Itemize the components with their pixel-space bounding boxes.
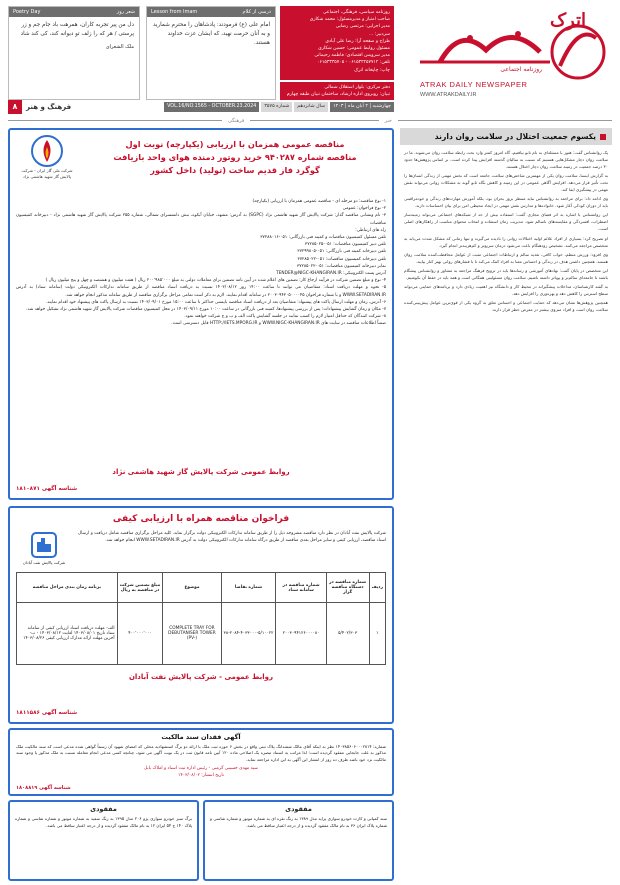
logo-subtitle: روزنامه اجتماعی	[500, 66, 542, 73]
table-cell: ۲۰۰۳۰۹۴۱۲۶۰۰۰۰۸۰	[276, 603, 326, 665]
article-title: یکسوم جمعیت اختلال در سلامت روان دارند	[434, 132, 596, 141]
abadan-logo-caption: شرکت پالایش نفت آبادان	[22, 560, 66, 565]
refinery-logo-icon	[29, 530, 59, 560]
ad1-signature: روابط عمومی شرکت پالایش گاز شهید هاشمی نژاد	[112, 468, 290, 476]
lost-body: برگ سبز خودرو سواری پژو ۲۰۶ مدل ۱۳۹۵ به رنگ سفید به شماره موتور و شماره شاسی و شماره پلاک ۱۴۰ ج ۵۴ ایران ۱۲ به نام مالک مفقود گردیده و از درجه اعتبار ساقط می باشد.	[15, 816, 192, 828]
ad1-line: تلفن دبیر کمیسیون مناقصات: ۰۵۱-۳۷۲۸۵۰۲۵	[304, 242, 386, 248]
ad1-title-line: گوگرد فاز قدیم ساخت (تولید) داخل کشور	[150, 165, 320, 175]
article-paragraph: به گفته کارشناسان، مداخلات پیشگیرانه در محیط کار و دانشگاه نیز اهمیت زیادی دارد و برنامه‌های حمایتی می‌تواند سطح استرس را کاهش دهد و بهره‌وری را افزایش دهد.	[404, 283, 608, 296]
lesson-header	[147, 7, 275, 17]
article-paragraph: او تصریح کرد: بسیاری از افراد علائم اولیه اختلالات روانی را نادیده می‌گیرند و تنها زمانی که مشکل شدت می‌یابد به متخصص مراجعه می‌کنند. تشخیص زودهنگام باعث می‌شود درمان سریع‌تر و کم‌هزینه‌تر انجام گیرد.	[404, 235, 608, 248]
ad1-line: ۵- نحوه و مهلت دریافت اسناد: متقاضیان می توانند تا ساعت ۱۴:۰۰ روز ۱۴۰۳/۰۸/۱۲ نسبت به دریافت اسناد مناقصه از طریق سامانه تدارکات الکترونیکی دولت (سامانه ستاد) به آدرس WWW.SETADIRAN.IR و با شماره فراخوان ۲۰۰۳۰۹۴۲۰۵۰۰۰۰۴۵ در سامانه اقدام نمایند. لازم به ذکر است تمامی مراحل برگزاری مناقصه از طریق سامانه مذکور انجام خواهد شد.	[16, 285, 386, 298]
ad1-header	[16, 134, 386, 198]
info-line: طراح و صفحه آرا: رضا علی آبادی	[325, 38, 390, 44]
gas-company-logo	[16, 134, 78, 198]
info-line: روزنامه سیاسی، فرهنگی، اجتماعی	[323, 10, 390, 15]
ad1-line: تلفن مسئول کمیسیون مناقصات و کمیته فنی بازرگانی: ۰۵۱-۳۷۲۸۸۰۱۶	[260, 235, 386, 241]
article-paragraph: یک روانشناس گفت: هنوز با مسئله‌ای به نام تابو نیافتیم، گاه امروز کمتر وارد بحث رابطه سلامت روان می‌شوند. ما در سلامت روان دچار مشکل‌هایی هستیم که نسبت به سالیان گذشته افزایش پیدا کرده است. بر اساس پژوهش‌ها حدود ۳۰ درصد جمعیت در زمینه سلامت روان دچار اختلال هستند.	[404, 150, 608, 170]
poetry-of-day-box	[8, 6, 140, 100]
ad1-body	[16, 198, 386, 328]
info-line: مسئول روابط عمومی: حسین شکاری	[318, 46, 390, 52]
table-cell: COMPLETE TRAY FOR DEBUTANISER TOWER (PV-)	[163, 603, 221, 665]
ad2-intro	[16, 530, 386, 566]
table-row	[17, 603, 386, 665]
divider-line	[8, 120, 222, 121]
section-divider	[8, 116, 612, 125]
office-line: تبیان: روبروی اداره ارشاد، ساختمان تبیان طبقه چهارم	[286, 92, 390, 97]
page-number: ۸	[8, 100, 22, 114]
ad1-title-line: مناقصه عمومی همزمان با ارزیابی (یکپارچه) نوبت اول	[125, 139, 345, 149]
ad1-line: ۴- نوع و مبلغ تضمین شرکت در فرآیند ارجاع کار: تضمین های اعلام شده در آیین نامه تضمین برای معاملات دولتی به مبلغ ۲۰۰٬۹۸۵٬۰۰۰ ریال ( هفت میلیون و هشتصد و چهل و پنج میلیون ریال )	[45, 278, 386, 284]
info-line: مدیر اجرایی: مرتضی رضایی	[335, 24, 390, 30]
table-header: موضوع	[163, 573, 221, 603]
ad2-intro-text: شرکت پالایش نفت آبادان در نظر دارد مناقصه مشروحه ذیل را از طریق سامانه تدارکات الکترونیکی دولت برگزار نماید. کلیه مراحل برگزاری مناقصه شامل دریافت و ارسال اسناد مناقصه، ارزیابی کیفی و سایر مراحل بعدی مناقصه از طریق درگاه سامانه تدارکات الکترونیکی دولت به آدرس WWW.SETADIRAN.IR انجام خواهد شد.	[78, 531, 386, 544]
info-line: صاحب امتیاز و مدیرمسئول: محمد شکاری	[309, 17, 390, 23]
logo-title: اترک	[549, 10, 586, 31]
ad1-line: ضمناً اطلاعات مناقصه در سایت های WWW.NIGC-KHANGIRAN.IR و HTTP://IETS.MPORG.IR قابل دسترسی است.	[171, 321, 386, 327]
info-line: مدیر سرویس اقتصادی: فاطمه رحیمانی	[314, 53, 390, 59]
issue-date-english: VOL.16/NO.1565 - OCTOBER.23.2024	[164, 102, 259, 112]
lost-notices-row	[8, 800, 394, 881]
lost-body: سند کمپانی و کارت خودرو سواری پراید مدل ۱۳۸۹ به رنگ نقره ای به شماره موتور و شماره شاسی و شماره پلاک ایران ۳۶ به نام مالک مفقود گردیده و از درجه اعتبار ساقط می باشد.	[210, 816, 387, 828]
poetry-header-en: Poetry Day	[13, 9, 41, 15]
table-cell: ۵/۴۰۲/۳۰۳	[326, 603, 369, 665]
table-cell: ۳۸-۲۰۸۴-۴۰۳۳۰۰۰-۵/۱۰۰۲۲	[221, 603, 276, 665]
logo-english: ATRAK DAILY NEWSPAPER	[420, 80, 528, 89]
table-header: شماره مناقصه در دستگاه مناقصه گزار	[326, 573, 369, 603]
ad3-id-code: شناسه آگهی ۱۸۰۸۸۱۹	[16, 785, 71, 791]
ad1-title-line: مناقصه شماره ۹۴۰۲۸۷ خرید روتور دمنده هوای واحد بازیافت	[113, 152, 357, 162]
lesson-header-en: Lesson from Imam	[151, 9, 198, 15]
ad1-line: تلفن دبیرخانه کمیسیون مناقصات: ۰۵۱-۳۷۲۸۵۰۲۲	[297, 256, 386, 262]
article-paragraph: وی افزود: ورزش منظم، خواب کافی، تغذیه سالم و ارتباطات اجتماعی مثبت از عوامل محافظت‌کننده سلامت روان هستند. همچنین داشتن هدف در زندگی و احساس معنا به افراد کمک می‌کند تا با فشارهای روانی بهتر کنار بیایند.	[404, 251, 608, 264]
article-paragraph: وی ادامه داد: برای مراجعه به روانشناس نباید منتظر بروز بحران بود، بلکه آموزش مهارت‌های زندگی و خودمراقبتی باید از دوران کودکی آغاز شود. خانواده‌ها و مدارس نقش مهمی در ایجاد محیطی امن برای بیان احساسات دارند.	[404, 196, 608, 209]
masthead	[8, 4, 612, 114]
table-header: ردیف	[369, 573, 385, 603]
ad1-line: ۸- شرکت کنندگان که حداقل امتیاز لازم را کسب نمایند در جلسه گشایش پاکت الف و ب و ج شرکت خواهند نمود.	[184, 314, 386, 320]
ad1-line: ۳- نام ونشانی مناقصه گذار: شرکت پالایش گاز شهید هاشمی نژاد (SGPC) به آدرس: مشهد، خیابان آبکوه، نبش دانشسرای شمالی، شماره ۲۵۵ شرکت پالایش گاز شهید هاشمی نژاد - دبیرخانه کمیسیون مناقصات	[16, 213, 386, 226]
ad1-line: ۷- مکان و زمان گشایش پیشنهادات: پس از بررسی پیشنهادها، کمیته فنی بازرگانی در ساعت ۱۰:۰۰ مورخ ۱۴۰۳/۰۹/۱۱ در محل کمیسیون مناقصات شرکت پالایش گاز شهید هاشمی نژاد تشکیل خواهد شد.	[26, 307, 386, 313]
article-body	[400, 145, 612, 319]
issue-date: چهارشنبه | ۲ آبان ماه | ۱۴۰۳	[330, 102, 394, 112]
poetry-header	[9, 7, 139, 17]
ad3-title: آگهی فقدان سند مالکیت	[161, 733, 241, 741]
divider-line	[398, 120, 612, 121]
lesson-text: امام علی (ع) فرمودند: پادشاهان را محترم شمارید و به آنان حرمت نهید، که ایشان عزت خداوند هستند.	[152, 22, 270, 46]
ad3-body: شماره: ۱۴۰۳۸۵۶۰۶۰۰۰۲۸۱۴ نظر به اینکه آقای مالک ششدانگ پلاک ثبتی واقع در بخش ۶ حوزه ثبت ملک با ارائه دو برگ استشهادیه محلی که امضای شهود آن رسماً گواهی شده مدعی است که سند مالکیت ملک مذکور به علت جابجایی مفقود گردیده است؛ لذا مراتب به استناد تبصره یک اصلاحی ماده ۱۲۰ آیین نامه قانون ثبت در یک نوبت آگهی می شود، چنانچه کسی مدعی انجام معامله نسبت به ملک مذکور یا وجود سند مالکیت نزد خود باشد ظرف ده روز از انتشار این آگهی به این اداره مراجعه نماید.	[16, 744, 387, 762]
table-cell: ۴۰۰٬۰۰۰٬۰۰۰	[117, 603, 163, 665]
headline-bullet-icon	[600, 134, 606, 140]
divider-line	[250, 120, 378, 121]
ad2-id-code: شناسه آگهی ۱۸۱۱۵۸۶	[16, 710, 78, 716]
ad1-line: ۱- نوع مناقصه: دو مرحله ای - مناقصه عمومی همزمان با ارزیابی (یکپارچه)	[252, 199, 386, 204]
office-line: دفتر مرکزی: بلوار استقلال شمالی	[324, 85, 390, 90]
ad1-id-code: شناسه آگهی ۱۸۱۰۸۷۱	[16, 486, 78, 492]
info-line: چاپ: چاپخانه اترک	[354, 67, 390, 73]
ad1-line: ۲- نوع فراخوان: عمومی	[342, 206, 386, 212]
gas-refinery-tender-ad	[8, 128, 394, 500]
gas-company-caption: شرکت ملی گاز ایران - شرکت پالایش گاز شهید هاشمی نژاد	[21, 168, 73, 179]
mental-health-article	[400, 128, 612, 881]
article-paragraph: این روانشناس با اشاره به اثر فضای مجازی گفت: استفاده بیش از حد از شبکه‌های اجتماعی می‌تواند زمینه‌ساز اضطراب، افسردگی و مقایسه‌های ناسالم شود. مدیریت زمان استفاده و انتخاب محتوای مناسب از راهکارهای اصلی است.	[404, 212, 608, 232]
article-headline-bar	[400, 128, 612, 145]
lost-title: مفقودی	[90, 805, 117, 813]
poetry-text: دل من پیر تجربه کاران، همرهت باد جام جم و زر پرستی / هر که را زلف تو دیوانه کند، کی کند شاد	[20, 22, 134, 37]
table-cell: الف- مهلت دریافت اسناد ارزیابی کیفی از سامانه ستاد تاریخ ۱۴۰۳/۰۸/۰۱ لغایت ۱۴۰۳/۰۸/۱۲ - ب- آخرین مهلت ارائه مدارک ارزیابی کیفی ۱۴۰۳/۰۸/۲۶	[17, 603, 118, 665]
flame-logo-icon	[30, 134, 64, 168]
poetry-author: ملک الشعرای	[105, 44, 134, 50]
advertisements-area	[8, 128, 394, 881]
abadan-refinery-tender-ad	[8, 506, 394, 724]
ad1-line: نمابر دبیرخانه کمیسیون مناقصات: ۰۵۱-۳۷۲۸۵۰۲۲	[296, 263, 386, 269]
tender-table	[16, 572, 386, 665]
ad2-signature: روابط عمومی - شرکت پالایش نفت آبادان	[128, 673, 274, 681]
ad3-signature	[16, 766, 386, 779]
table-header: شماره مناقصه در سامانه ستاد	[276, 573, 326, 603]
section-header	[8, 100, 140, 114]
lesson-header-fa: درسی از کلام	[242, 9, 271, 15]
ad2-title: فراخوان مناقصه همراه با ارزیابی کیفی	[112, 514, 290, 524]
issue-number: شماره ۳۵۷۵	[261, 102, 292, 112]
issue-date-bar	[146, 102, 394, 112]
info-line: سردبیر: ...	[368, 31, 390, 37]
ad3-sign-line: سید مهدی حسینی گرمنی - رئیس اداره ثبت اسناد و املاک بابل	[144, 766, 258, 772]
ad3-sign-line: تاریخ انتشار: ۱۴۰۳/۰۸/۰۲	[178, 772, 224, 778]
ad1-line: آدرس پست الکترونیکی: TENDER@NIGC-KHANGIRAN.IR	[276, 271, 386, 277]
lesson-from-imam-box	[146, 6, 276, 100]
tender-table-header-row	[17, 573, 386, 603]
poetry-header-fa: شعر روز	[116, 9, 135, 15]
table-header: مبلغ تضمین شرکت در مناقصه به ریال	[117, 573, 163, 603]
newspaper-page	[8, 4, 612, 881]
ad1-line: راه های ارتباطی:	[355, 227, 386, 233]
divider-tag-left: فرهنگی	[228, 117, 245, 124]
office-address-box	[280, 82, 394, 100]
website-url[interactable]: WWW.ATRAKDAILY.IR	[420, 92, 477, 98]
info-line: تلفن: ۰۶۱۵۳۲۲۵۷۷۱۲ - ۰۶۱۵۳۳۳۵۷۰۵	[317, 60, 390, 66]
lost-title: مفقودی	[285, 805, 312, 813]
table-cell: ۱	[369, 603, 385, 665]
issue-year: سال شانزدهم	[294, 102, 328, 112]
lost-notice-right	[203, 800, 394, 881]
publisher-info-box	[280, 6, 394, 80]
divider-tag-right: خبر	[384, 117, 392, 124]
ad1-title-block	[84, 134, 386, 198]
table-header: برنامه زمان بندی مراحل مناقصه	[17, 573, 118, 603]
ad1-line: تلفن دبیرخانه کمیته فنی بازرگانی: ۰۵۱-۳۷۲۹۹۸۰۵	[297, 249, 386, 255]
lost-deed-notice	[8, 728, 394, 796]
article-paragraph: به گزارش ایسنا، سلامت روان یکی از مهمترین شاخص‌های سلامت جامعه است که بخش مهمی از زندگی انسان‌ها را تحت تأثیر قرار می‌دهد. افزایش آگاهی عمومی در این زمینه و کاهش نگاه تابو گونه به مشکلات روانی می‌تواند نقش مهمی در پیشگیری ایفا کند.	[404, 173, 608, 193]
article-paragraph: همچنین پژوهش‌ها نشان می‌دهد که حمایت اجتماعی و احساس تعلق به گروه یکی از قوی‌ترین عوامل پیش‌بینی‌کننده سلامت روان است و افراد منزوی بیشتر در معرض خطر قرار دارند.	[404, 299, 608, 312]
article-paragraph: این متخصص در پایان گفت: نهادهای آموزشی و رسانه‌ها باید در ترویج فرهنگ مراجعه به مشاور و روانشناس پیشگام باشند تا جامعه‌ای سالم‌تر و پویاتر داشته باشیم. سلامت روان مسئولیتی همگانی است و همه باید در حفظ آن بکوشیم.	[404, 267, 608, 280]
table-header: شماره تقاضا	[221, 573, 276, 603]
lost-notice-left	[8, 800, 199, 881]
ad1-line: ۶- آدرس، زمان و مهلت ارسال پاکت های پیشنهاد: متقاضیان بعد از دریافت اسناد مناقصه بایستی حداکثر تا ساعت ۱۵:۰۰ مورخ ۱۴۰۳/۰۹/۰۱ نسبت به ارسال پاکت های پیشنهاد خود اقدام نمایند.	[45, 299, 386, 305]
newspaper-logo	[400, 4, 612, 112]
section-label: فرهنگ و هنر	[26, 103, 72, 111]
abadan-refinery-logo	[16, 530, 72, 566]
